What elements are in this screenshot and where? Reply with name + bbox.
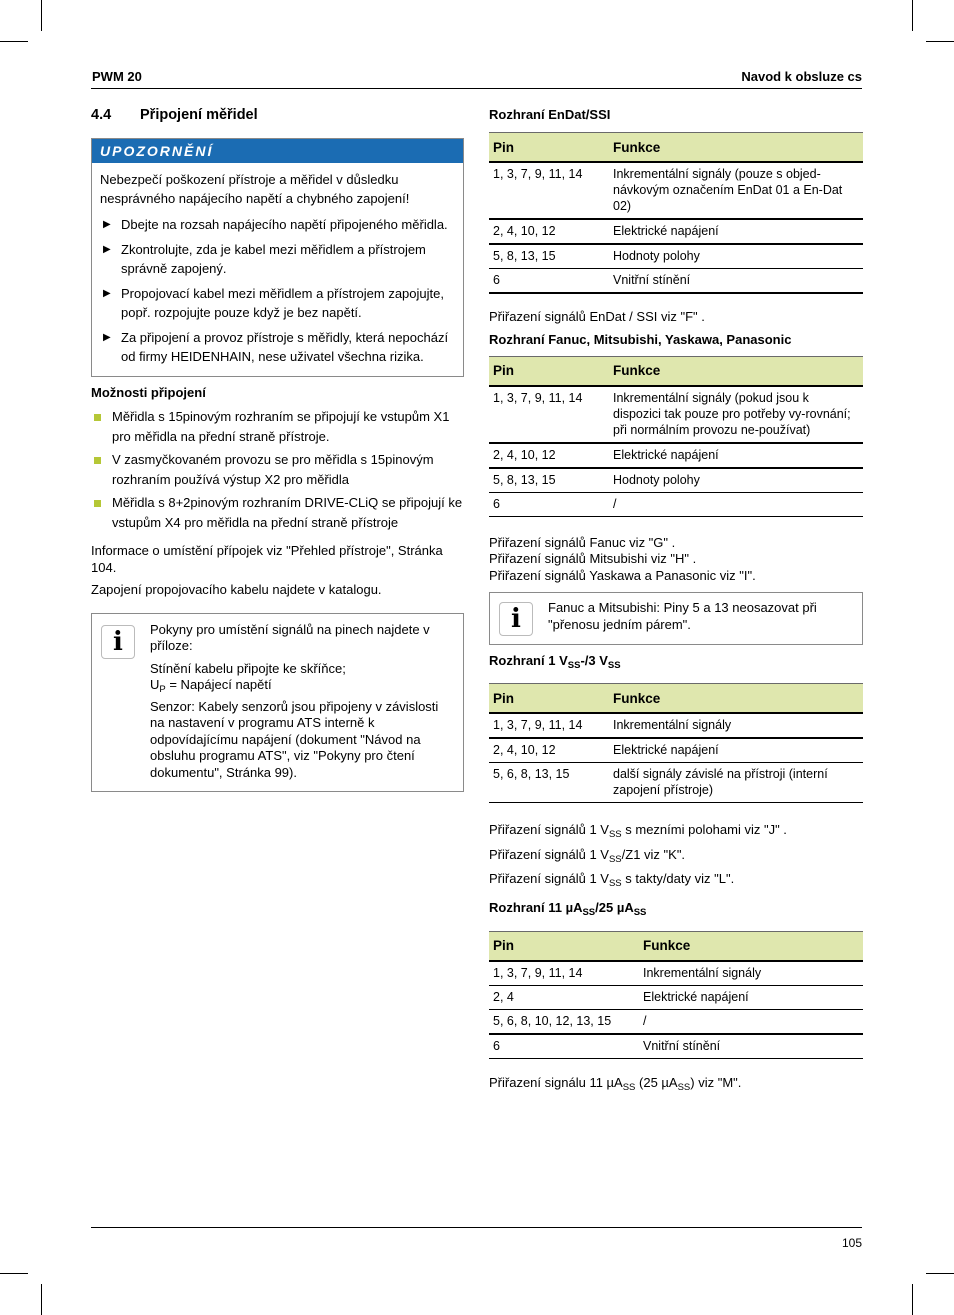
crop-mark (41, 0, 42, 31)
right-column (489, 107, 863, 1096)
page-header (91, 69, 862, 89)
crop-mark (912, 1284, 913, 1315)
square-bullet-icon (94, 414, 101, 421)
section-title: Připojení měřidel (140, 107, 258, 123)
fanuc-table (489, 356, 863, 517)
crop-mark (41, 1284, 42, 1315)
footer-rule (91, 1227, 862, 1228)
vss-table (489, 683, 863, 803)
table-row: 2, 4, 10, 12 Elektrické napájení (489, 219, 863, 244)
warning-item: ▶ Dbejte na rozsah napájecího napětí připojeného měřidla. (103, 217, 448, 232)
vss-note: Přiřazení signálů 1 $V_{SS}$ s mezními polohami viz "J" . (489, 822, 787, 840)
endat-heading: Rozhraní EnDat/SSI (489, 107, 611, 122)
section-number: 4.4 (91, 107, 112, 123)
crop-mark (912, 0, 913, 31)
table-header: Funkce (639, 931, 863, 961)
info-icon: i (499, 602, 533, 636)
header-manual-title: Navod k obsluze cs (741, 69, 862, 84)
fanuc-note: Přiřazení signálů Mitsubishi viz "H" . (489, 551, 697, 566)
section-heading (91, 107, 464, 138)
vss-heading: Rozhraní 1 $V_{SS}-/3$ $V_{SS}$ (489, 653, 621, 671)
info-box (489, 592, 863, 645)
table-header: Pin (489, 931, 639, 961)
options-heading: Možnosti připojení (91, 385, 206, 400)
table-row: 1, 3, 7, 9, 11, 14 Inkrementální signály (pouze s objed-návkovým označením EnDat 01 a En-Dat 02) (489, 162, 863, 219)
warning-item: ▶ Zkontrolujte, zda je kabel mezi měřidlem a přístrojem správně zapojený. (103, 242, 426, 276)
endat-note: Přiřazení signálů EnDat / SSI viz "F" . (489, 309, 705, 324)
table-row: 1, 3, 7, 9, 11, 14 Inkrementální signály (489, 961, 863, 986)
info-text: $U_P$ = Napájecí napětí (150, 677, 272, 695)
table-row: 5, 6, 8, 10, 12, 13, 15 / (489, 1009, 863, 1034)
table-row: 5, 8, 13, 15 Hodnoty polohy (489, 244, 863, 269)
crop-mark (0, 41, 28, 42)
warning-title: UPOZORNĚNÍ (92, 139, 463, 163)
info-icon: i (101, 625, 135, 659)
list-item: Měřidla s 8+2pinovým rozhraním DRIVE-CLiQ se připojují ke vstupům X4 pro měřidla na přední straně přístroje (91, 493, 464, 533)
uass-note: Přiřazení signálu 11 µA$_{SS}$ (25 µA$_{SS}$) viz "M". (489, 1074, 742, 1093)
table-row: 1, 3, 7, 9, 11, 14 Inkrementální signály (pokud jsou k dispozici tak pouze pro potřeby vy-rovnání; při normálním provozu ne-používat) (489, 386, 863, 443)
arrow-bullet-icon: ▶ (103, 219, 111, 230)
info-box (91, 613, 464, 793)
arrow-bullet-icon: ▶ (103, 332, 111, 343)
table-header: Funkce (609, 133, 863, 163)
crop-mark (0, 1273, 28, 1274)
fanuc-note: Přiřazení signálů Fanuc viz "G" . (489, 534, 676, 550)
table-header: Pin (489, 356, 609, 386)
table-row: 6 Vnitřní stínění (489, 1034, 863, 1059)
warning-intro: Nebezpečí poškození přístroje a měřidel v důsledku nesprávného napájecího napětí a chybného zapojení! (100, 172, 410, 206)
vss-note: Přiřazení signálů 1 $V_{SS}/Z1$ viz "K". (489, 846, 686, 865)
arrow-bullet-icon: ▶ (103, 288, 111, 299)
table-row: 2, 4, 10, 12 Elektrické napájení (489, 443, 863, 468)
list-item: V zasmyčkovaném provozu se pro měřidla s 15pinovým rozhraním používá výstup X2 pro měřidla (91, 450, 464, 490)
table-header: Pin (489, 684, 609, 714)
vss-note: Přiřazení signálů 1 $V_{SS}$ s takty/daty viz "L". (489, 871, 735, 889)
table-row: 5, 6, 8, 13, 15 další signály závislé na přístroji (interní zapojení přístroje) (489, 763, 863, 803)
table-header: Pin (489, 133, 609, 163)
endat-table (489, 132, 863, 294)
fanuc-heading: Rozhraní Fanuc, Mitsubishi, Yaskawa, Panasonic (489, 331, 792, 347)
info-text: Stínění kabelu připojte ke skříňce; (150, 660, 346, 676)
uass-heading: Rozhraní 11 µA$_{SS}$/25 µA$_{SS}$ (489, 899, 647, 918)
paragraph: Zapojení propojovacího kabelu najdete v katalogu. (91, 582, 382, 597)
arrow-bullet-icon: ▶ (103, 244, 111, 255)
table-row: 6 Vnitřní stínění (489, 269, 863, 294)
info-text: Senzor: Kabely senzorů jsou připojeny v závislosti na nastavení v programu ATS interně k odpovídajícímu napájení (dokument "Návod na obsluhu programu ATS", viz "Pokyny pro čtení dokumentu", Stránka 99). (150, 698, 439, 780)
info-text: Fanuc a Mitsubishi: Piny 5 a 13 neosazovat při "přenosu jedním párem". (548, 600, 817, 632)
crop-mark (926, 1273, 954, 1274)
header-doc-name: PWM 20 (92, 69, 142, 84)
table-row: 2, 4, 10, 12 Elektrické napájení (489, 738, 863, 763)
warning-item: ▶ Za připojení a provoz přístroje s měřidly, která nepochází od firmy HEIDENHAIN, nese uživatel všechna rizika. (103, 330, 449, 364)
crop-mark (926, 41, 954, 42)
table-row: 5, 8, 13, 15 Hodnoty polohy (489, 468, 863, 493)
list-item: Měřidla s 15pinovým rozhraním se připojují ke vstupům X1 pro měřidla na přední straně přístroje. (91, 407, 464, 447)
table-row: 2, 4 Elektrické napájení (489, 985, 863, 1009)
table-header: Funkce (609, 356, 863, 386)
square-bullet-icon (94, 500, 101, 507)
info-text: Pokyny pro umístění signálů na pinech najdete v příloze: (150, 621, 430, 653)
table-header: Funkce (609, 684, 863, 714)
fanuc-note: Přiřazení signálů Yaskawa a Panasonic viz "I". (489, 567, 756, 583)
table-row: 6 / (489, 492, 863, 516)
left-column (91, 107, 464, 792)
warning-box (91, 138, 464, 377)
square-bullet-icon (94, 457, 101, 464)
page-number: 105 (841, 1236, 862, 1250)
uass-table (489, 931, 863, 1059)
paragraph: Informace o umístění přípojek viz "Přehled přístroje", Stránka 104. (91, 543, 443, 575)
warning-item: ▶ Propojovací kabel mezi měřidlem a přístrojem zapojujte, popř. rozpojujte pouze když je bez napětí. (103, 286, 444, 320)
table-row: 1, 3, 7, 9, 11, 14 Inkrementální signály (489, 713, 863, 738)
